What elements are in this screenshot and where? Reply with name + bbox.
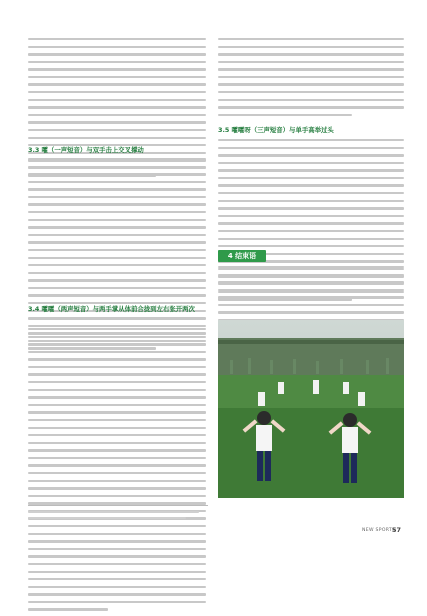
section-heading-3-4: 3.4 嚯嚯（两声短音）与两手掌从体前合拢到左右张开两次 [28,305,195,313]
references [28,511,208,523]
page-number: 57 [392,526,402,534]
section-heading-3-5: 3.5 嚯嚯呀（三声短音）与单手高举过头 [218,126,334,134]
students-exercise-photo [218,320,404,498]
journal-name: NEW SPORTS [362,528,396,533]
left-column [28,38,206,503]
photo-illustration [218,320,404,498]
paragraph-section-3-3 [28,158,206,355]
section-heading-4: 4 结束语 [218,250,266,262]
section-heading-3-3: 3.3 嚯（一声短音）与双手击上交叉撑动 [28,146,144,154]
reference-divider [28,505,208,506]
paragraph-continued [218,38,404,121]
paragraph-section-3-4 [28,328,206,616]
